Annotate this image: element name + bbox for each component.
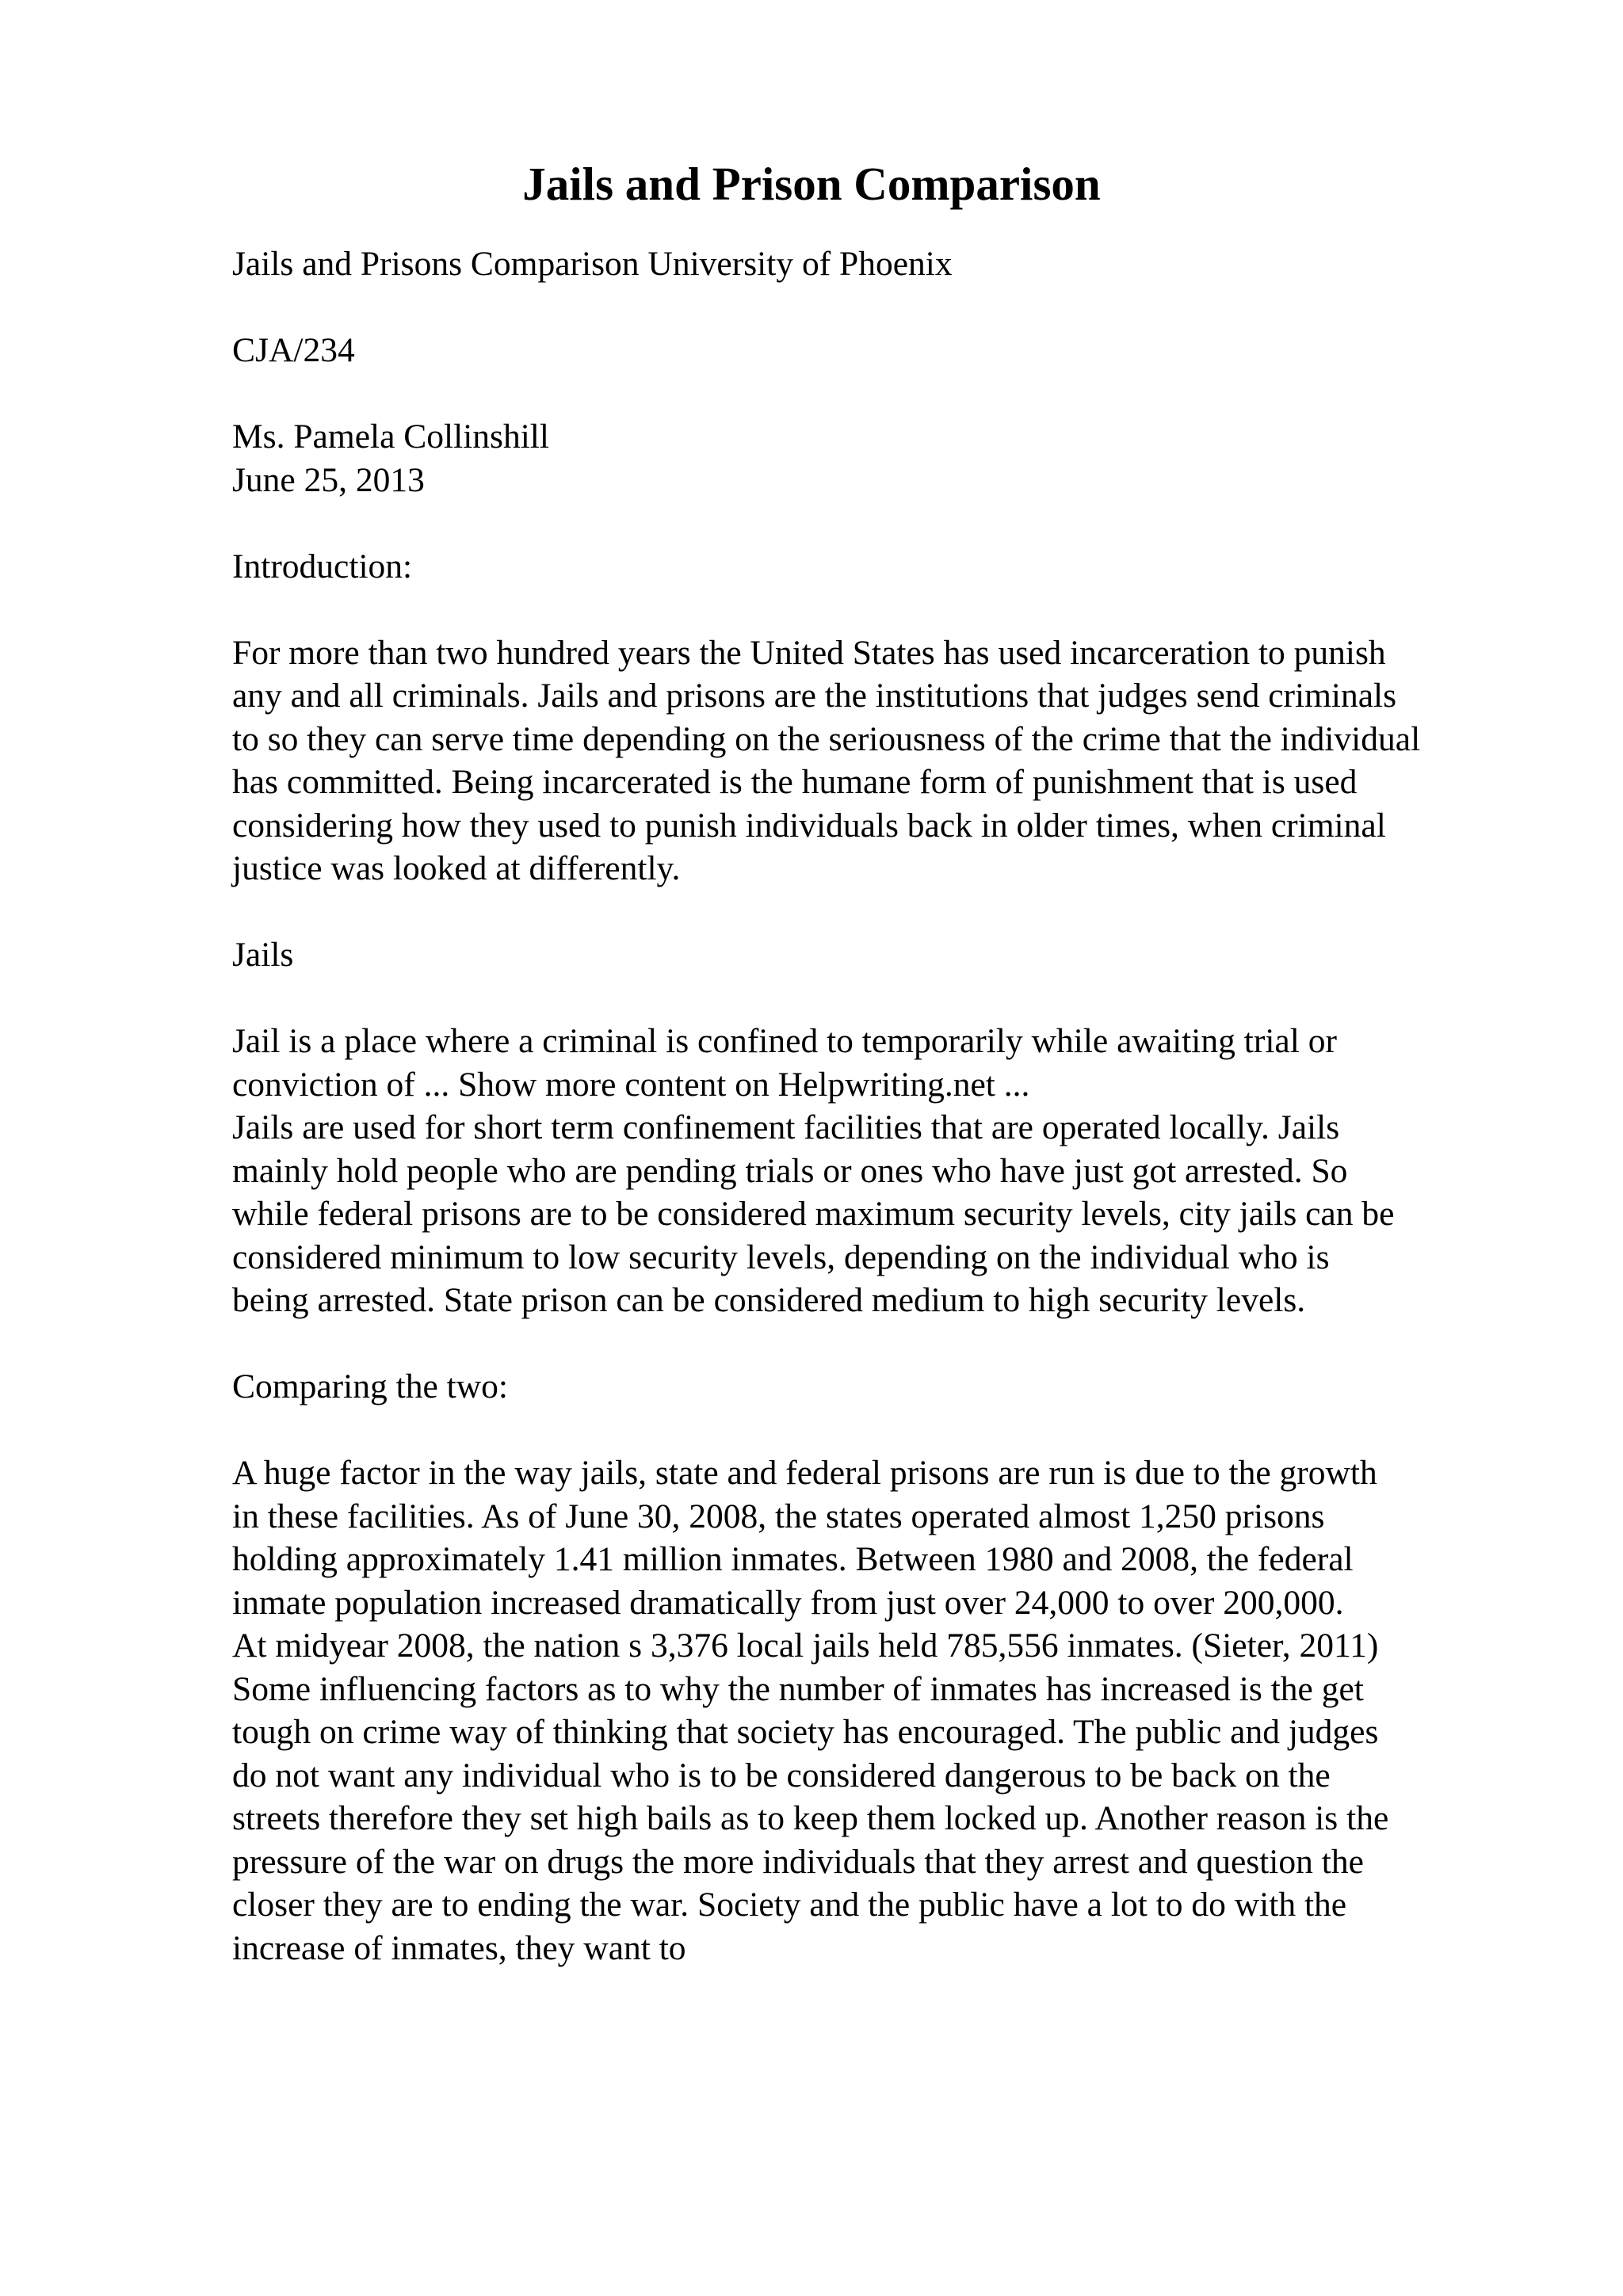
- document-date: June 25, 2013: [232, 460, 425, 499]
- text-line: holding approximately 1.41 million inmates. Between 1980 and 2008, the federal: [232, 1540, 1354, 1578]
- text-line: Jails are used for short term confinement facilities that are operated locally. Jails: [232, 1108, 1340, 1146]
- text-line: pressure of the war on drugs the more individuals that they arrest and question the: [232, 1842, 1364, 1881]
- text-line: any and all criminals. Jails and prisons are the institutions that judges send criminals: [232, 677, 1397, 715]
- course-code: CJA/234: [232, 331, 355, 369]
- text-line: do not want any individual who is to be considered dangerous to be back on the: [232, 1756, 1331, 1794]
- jails-paragraph-1: [232, 1020, 1532, 1106]
- text-line: At midyear 2008, the nation s 3,376 local jails held 785,556 inmates. (Sieter, 2011): [232, 1627, 1379, 1665]
- text-line: in these facilities. As of June 30, 2008, the states operated almost 1,250 prisons: [232, 1497, 1325, 1535]
- text-line: conviction of ... Show more content on Helpwriting.net ...: [232, 1065, 1030, 1104]
- text-line: Jail is a place where a criminal is confined to temporarily while awaiting trial or: [232, 1022, 1337, 1060]
- text-line: streets therefore they set high bails as to keep them locked up. Another reason is the: [232, 1799, 1389, 1837]
- text-line: being arrested. State prison can be considered medium to high security levels.: [232, 1281, 1306, 1319]
- text-line: inmate population increased dramatically from just over 24,000 to over 200,000.: [232, 1583, 1344, 1622]
- text-line: justice was looked at differently.: [232, 849, 681, 887]
- text-line: considered minimum to low security levels, depending on the individual who is: [232, 1238, 1330, 1276]
- text-line: considering how they used to punish individuals back in older times, when criminal: [232, 806, 1386, 845]
- text-line: mainly hold people who are pending trials or ones who have just got arrested. So: [232, 1151, 1348, 1190]
- text-line: For more than two hundred years the United States has used incarceration to punish: [232, 633, 1386, 672]
- jails-paragraph-2: [232, 1106, 1532, 1322]
- comparing-paragraph: [232, 1451, 1532, 1970]
- text-line: closer they are to ending the war. Society and the public have a lot to do with the: [232, 1886, 1347, 1924]
- text-line: while federal prisons are to be considered maximum security levels, city jails can be: [232, 1195, 1395, 1233]
- document-body: [232, 242, 1532, 2013]
- instructor-name: Ms. Pamela Collinshill: [232, 418, 549, 456]
- document-title: Jails and Prison Comparison: [522, 158, 1101, 210]
- text-line: to so they can serve time depending on the seriousness of the crime that the individual: [232, 719, 1421, 758]
- heading-comparing: Comparing the two:: [232, 1367, 508, 1405]
- text-line: Some influencing factors as to why the number of inmates has increased is the get: [232, 1669, 1364, 1708]
- subtitle-line: Jails and Prisons Comparison University of Phoenix: [232, 245, 953, 283]
- text-line: A huge factor in the way jails, state and federal prisons are run is due to the growth: [232, 1454, 1377, 1492]
- text-line: tough on crime way of thinking that society has encouraged. The public and judges: [232, 1713, 1379, 1751]
- heading-jails: Jails: [232, 936, 294, 974]
- heading-introduction: Introduction:: [232, 547, 413, 585]
- intro-paragraph: [232, 631, 1532, 891]
- text-line: has committed. Being incarcerated is the humane form of punishment that is used: [232, 763, 1358, 801]
- text-line: increase of inmates, they want to: [232, 1928, 686, 1967]
